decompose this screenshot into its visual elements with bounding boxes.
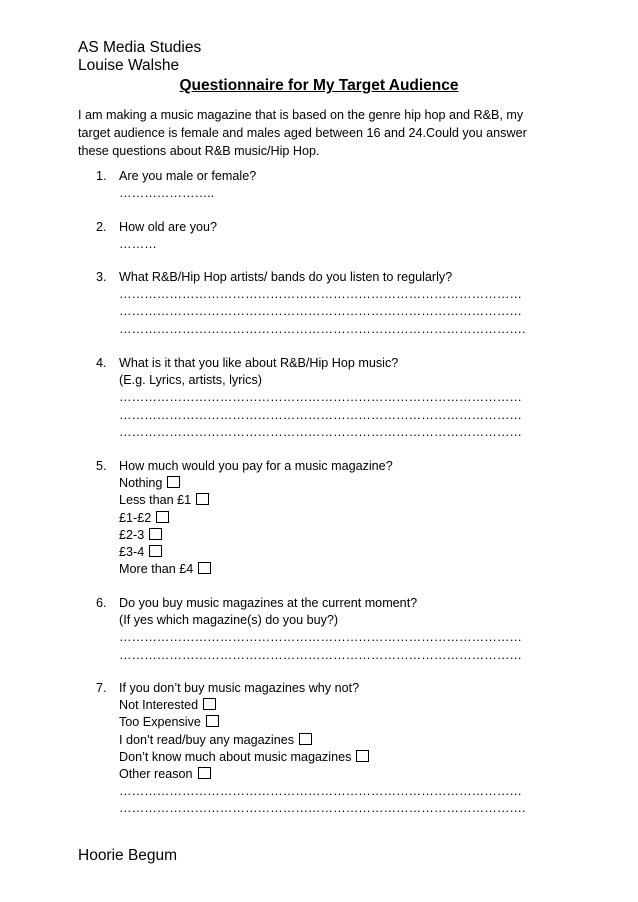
question-text: If you don’t buy music magazines why not?	[119, 681, 360, 695]
question-text: What is it that you like about R&B/Hip Hop music?	[119, 356, 399, 370]
author-name: Louise Walshe	[78, 57, 180, 74]
option-other-reason[interactable]	[119, 766, 566, 783]
checkbox[interactable]	[149, 545, 162, 557]
option-3-4[interactable]	[119, 544, 566, 561]
checkbox[interactable]	[196, 493, 209, 505]
option-nothing[interactable]	[119, 475, 566, 492]
checkbox[interactable]	[356, 750, 369, 762]
option-label: £2-3	[119, 527, 145, 542]
question-number: 1.	[96, 169, 107, 183]
question-text: Are you male or female?	[119, 169, 257, 183]
question-text: How much would you pay for a music magazine?	[119, 459, 393, 473]
option-label: Other reason	[119, 767, 193, 782]
answer-line[interactable]: …………………..	[119, 186, 215, 201]
question-number: 2.	[96, 220, 107, 234]
answer-line[interactable]: ……………………………………………………………………………………	[119, 407, 522, 422]
question-6	[96, 595, 566, 664]
answer-line[interactable]: ……………………………………………………………………………………	[119, 647, 522, 662]
footer-name: Hoorie Begum	[78, 847, 178, 864]
option-dont-read[interactable]	[119, 732, 566, 749]
checkbox[interactable]	[167, 476, 180, 488]
answer-line[interactable]: ……………………………………………………………………………………	[119, 390, 522, 405]
question-number: 3.	[96, 270, 107, 284]
answer-line[interactable]: ……………………………………………………………………………………	[119, 304, 522, 319]
option-label: More than £4	[119, 562, 194, 577]
checkbox[interactable]	[203, 698, 216, 710]
checkbox[interactable]	[198, 562, 211, 574]
option-label: I don’t read/buy any magazines	[119, 732, 295, 747]
question-1	[96, 168, 566, 202]
checkbox[interactable]	[149, 528, 162, 540]
option-not-interested[interactable]	[119, 697, 566, 714]
answer-line[interactable]: ……………………………………………………………………………………	[119, 630, 522, 645]
answer-line[interactable]: …………………………………………………………………………………….	[119, 321, 526, 336]
question-3	[96, 269, 566, 338]
checkbox[interactable]	[198, 767, 211, 779]
question-2	[96, 219, 566, 253]
page-title: Questionnaire for My Target Audience	[179, 77, 459, 94]
option-less-than-1[interactable]	[119, 492, 566, 509]
question-text: How old are you?	[119, 220, 218, 234]
question-number: 7.	[96, 681, 107, 695]
answer-line[interactable]: ………	[119, 237, 157, 252]
question-5	[96, 458, 566, 578]
option-label: Less than £1	[119, 493, 192, 508]
answer-line[interactable]: ……………………………………………………………………………………	[119, 287, 522, 302]
question-4	[96, 355, 566, 441]
option-label: Not Interested	[119, 698, 199, 713]
question-number: 4.	[96, 356, 107, 370]
option-label: Don’t know much about music magazines	[119, 749, 352, 764]
question-text: What R&B/Hip Hop artists/ bands do you listen to regularly?	[119, 270, 453, 284]
question-subtext: (E.g. Lyrics, artists, lyrics)	[119, 373, 262, 388]
question-subtext: (If yes which magazine(s) do you buy?)	[119, 613, 339, 628]
checkbox[interactable]	[156, 511, 169, 523]
question-7	[96, 680, 566, 818]
answer-line[interactable]: ……………………………………………………………………………………	[119, 784, 522, 799]
option-1-2[interactable]	[119, 510, 566, 527]
checkbox[interactable]	[206, 715, 219, 727]
checkbox[interactable]	[299, 733, 312, 745]
question-number: 6.	[96, 596, 107, 610]
answer-line[interactable]: ……………………………………………………………………………………	[119, 424, 522, 439]
question-text: Do you buy music magazines at the current moment?	[119, 596, 418, 610]
intro-paragraph: I am making a music magazine that is based on the genre hip hop and R&B, my target audience is female and males aged between 16 and 24.Could you answer these questions about R&B music/Hip Hop.	[78, 108, 527, 158]
option-label: Too Expensive	[119, 715, 201, 730]
question-number: 5.	[96, 459, 107, 473]
course-name: AS Media Studies	[78, 39, 202, 56]
option-label: £1-£2	[119, 510, 152, 525]
option-more-than-4[interactable]	[119, 561, 566, 578]
option-too-expensive[interactable]	[119, 714, 566, 731]
option-label: £3-4	[119, 545, 145, 560]
option-2-3[interactable]	[119, 527, 566, 544]
option-dont-know[interactable]	[119, 749, 566, 766]
answer-line[interactable]: …………………………………………………………………………………….	[119, 801, 526, 816]
option-label: Nothing	[119, 476, 163, 491]
